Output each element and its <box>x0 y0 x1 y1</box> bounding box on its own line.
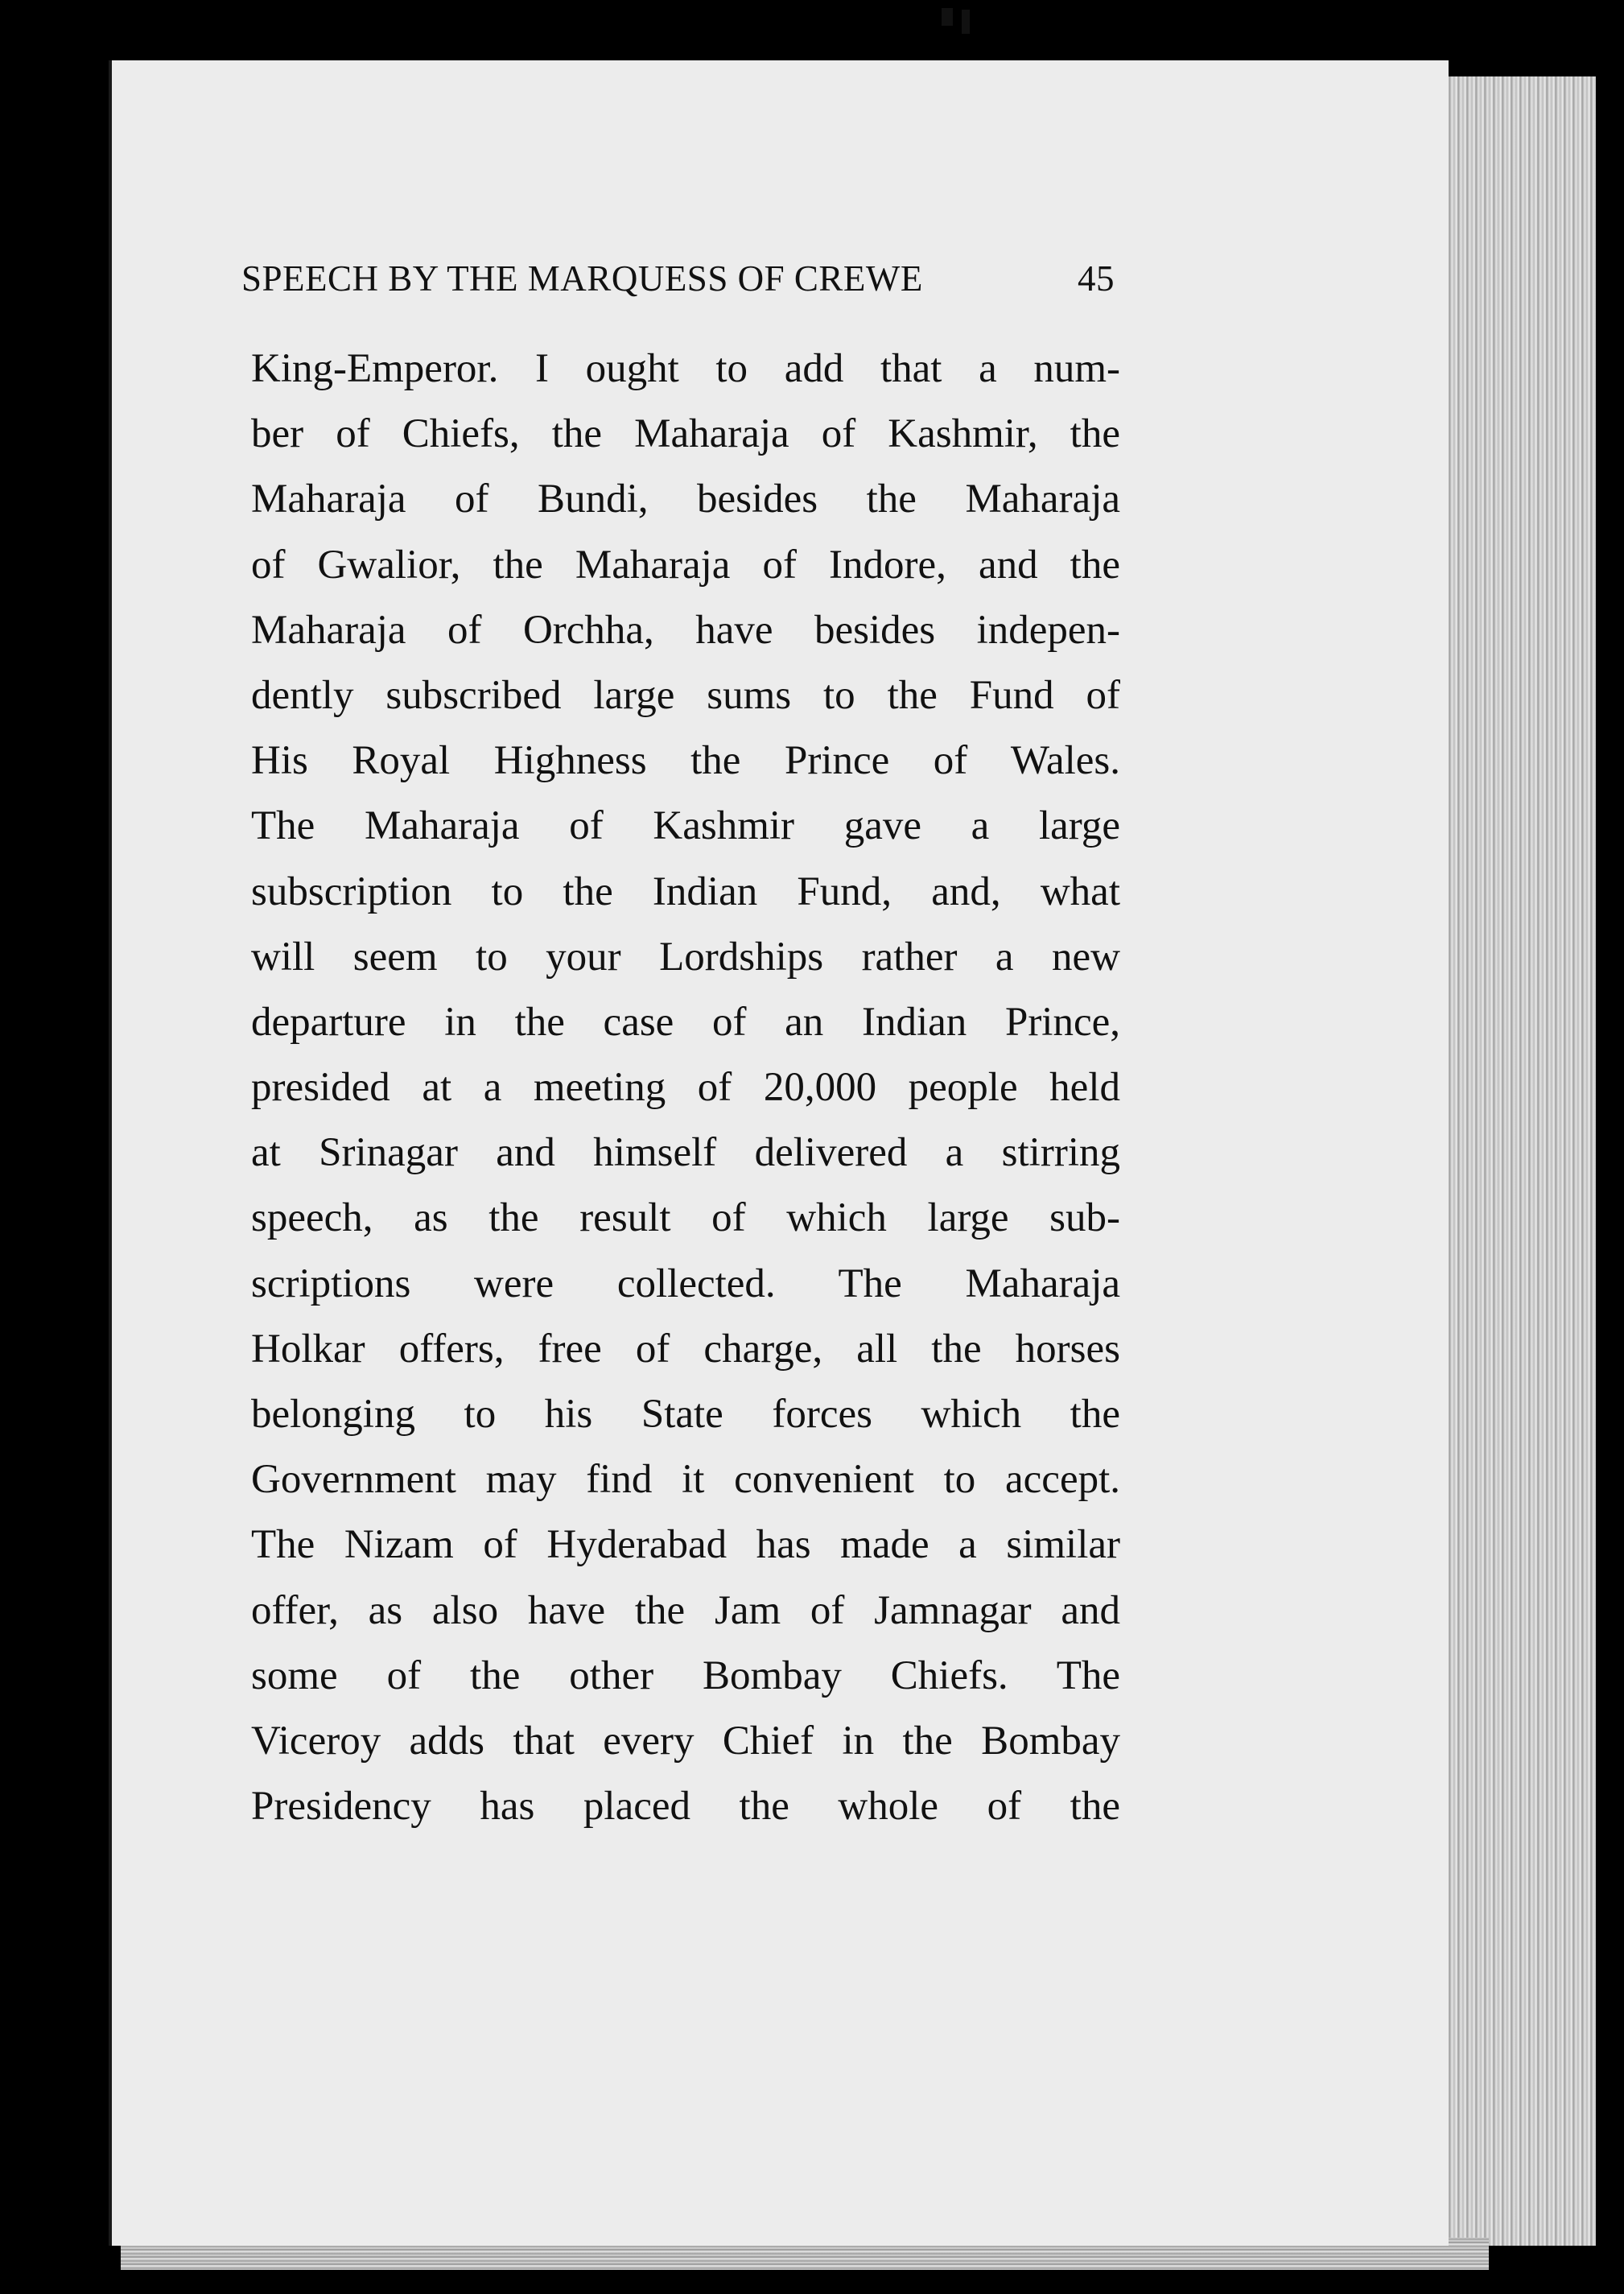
page-edges-right <box>1441 76 1596 2246</box>
text-line: King-Emperor. I ought to add that a num- <box>251 346 1120 391</box>
running-head <box>241 258 1115 314</box>
text-line: The Maharaja of Kashmir gave a large <box>251 803 1120 849</box>
scan-speck <box>962 10 970 34</box>
text-line: belonging to his State forces which the <box>251 1392 1120 1437</box>
text-line: The Nizam of Hyderabad has made a similar <box>251 1522 1120 1568</box>
text-line: ber of Chiefs, the Maharaja of Kashmir, the <box>251 411 1120 457</box>
page-number: 45 <box>1078 258 1115 299</box>
text-line: scriptions were collected. The Maharaja <box>251 1260 1120 1306</box>
text-line: offer, as also have the Jam of Jamnagar and <box>251 1587 1120 1633</box>
text-line: Holkar offers, free of charge, all the horses <box>251 1326 1120 1372</box>
body-text <box>251 336 1120 1839</box>
text-line: of Gwalior, the Maharaja of Indore, and the <box>251 542 1120 588</box>
text-line: subscription to the Indian Fund, and, what <box>251 869 1120 914</box>
text-line: some of the other Bombay Chiefs. The <box>251 1652 1120 1698</box>
text-line: at Srinagar and himself delivered a stirring <box>251 1130 1120 1176</box>
text-line: speech, as the result of which large sub- <box>251 1195 1120 1241</box>
text-line: departure in the case of an Indian Prince, <box>251 999 1120 1045</box>
text-line: Maharaja of Bundi, besides the Maharaja <box>251 477 1120 522</box>
text-line: Maharaja of Orchha, have besides indepen- <box>251 607 1120 653</box>
scan-speck <box>942 8 953 26</box>
text-line: will seem to your Lordships rather a new <box>251 934 1120 980</box>
running-head-title: SPEECH BY THE MARQUESS OF CREWE <box>241 258 923 299</box>
text-line: Viceroy adds that every Chief in the Bombay <box>251 1718 1120 1764</box>
text-line: presided at a meeting of 20,000 people held <box>251 1065 1120 1111</box>
text-line: Government may find it convenient to accept. <box>251 1457 1120 1503</box>
text-line: dently subscribed large sums to the Fund of <box>251 672 1120 718</box>
text-line: Presidency has placed the whole of the <box>251 1784 1120 1830</box>
text-line: His Royal Highness the Prince of Wales. <box>251 738 1120 784</box>
